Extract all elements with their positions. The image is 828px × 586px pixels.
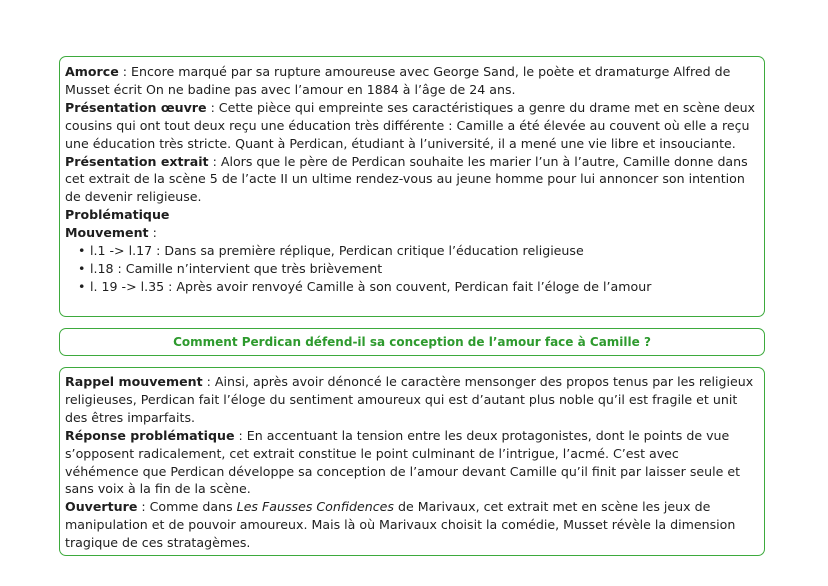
- movement-list: [65, 242, 756, 296]
- ouverture-pre: : Comme dans: [137, 499, 237, 515]
- list-item: • l. 19 -> l.35 : Après avoir renvoyé Camille à son couvent, Perdican fait l’éloge de l’amour: [90, 278, 756, 296]
- reponse-text: : En accentuant la tension entre les deux protagonistes, dont le points de vue s’opposent radicalement, cet extrait constitue le point culminant de l’intrigue, l’acmé. C’est avec véhémence que Perdican développe sa conception de l’amour devant Camille qu’il finit par laisser seule et sans voix à la fin de la scène.: [65, 427, 741, 497]
- ouverture-label: Ouverture: [65, 499, 138, 515]
- oeuvre-paragraph: [65, 99, 756, 153]
- rappel-paragraph: [65, 373, 756, 427]
- reponse-paragraph: [65, 427, 756, 499]
- rappel-label: Rappel mouvement: [65, 374, 203, 389]
- introduction-box: [59, 56, 765, 317]
- conclusion-box: [59, 367, 765, 556]
- problematique-heading: Problématique: [65, 207, 170, 223]
- mouvement-colon: :: [148, 225, 157, 241]
- rappel-text: : Ainsi, après avoir dénoncé le caractère mensonger des propos tenus par les religieux religieuses, Perdican fait l’éloge du sentiment amoureux qui est d’autant plus noble qu’il est fragile et unit des êtres imparfaits.: [65, 374, 754, 425]
- extrait-paragraph: [65, 153, 756, 207]
- list-item: • l.1 -> l.17 : Dans sa première réplique, Perdican critique l’éducation religieuse: [90, 242, 756, 260]
- ouverture-paragraph: [65, 498, 756, 552]
- ouverture-post: de Marivaux, cet extrait met en scène les jeux de manipulation et de pouvoir amoureux. Mais là où Marivaux choisit la comédie, Musset révèle la dimension tragique de ces stratagèmes.: [65, 499, 736, 551]
- problematique-question: Comment Perdican défend-il sa conception de l’amour face à Camille ?: [173, 335, 651, 349]
- amorce-label: Amorce: [65, 64, 119, 79]
- mouvement-label: Mouvement: [65, 225, 149, 241]
- oeuvre-label: Présentation œuvre: [65, 99, 207, 115]
- mouvement-heading: [65, 224, 756, 242]
- amorce-text: : Encore marqué par sa rupture amoureuse avec George Sand, le poète et dramaturge Alfred de Musset écrit On ne badine pas avec l’amour en 1884 à l’âge de 24 ans.: [65, 64, 731, 97]
- oeuvre-text: : Cette pièce qui empreinte ses caractéristiques a genre du drame met en scène deux cousins qui ont tout deux reçu une éducation très différente : Camille a été élevée au couvent où elle a reçu une éducation très stricte. Quant à Perdican, étudiant à l’université, il a mené une vie libre et insouciante.: [65, 99, 756, 151]
- extrait-text: : Alors que le père de Perdican souhaite les marier l’un à l’autre, Camille donne dans cet extrait de la scène 5 de l’acte II un ultime rendez-vous au jeune homme pour lui annoncer son intention de devenir religieuse.: [65, 153, 748, 205]
- ouverture-book-title: Les Fausses Confidences: [236, 499, 394, 515]
- reponse-label: Réponse problématique: [65, 427, 235, 443]
- list-item: • l.18 : Camille n’intervient que très brièvement: [90, 260, 756, 278]
- question-box: [59, 328, 765, 356]
- extrait-label: Présentation extrait: [65, 153, 209, 169]
- amorce-paragraph: [65, 63, 756, 99]
